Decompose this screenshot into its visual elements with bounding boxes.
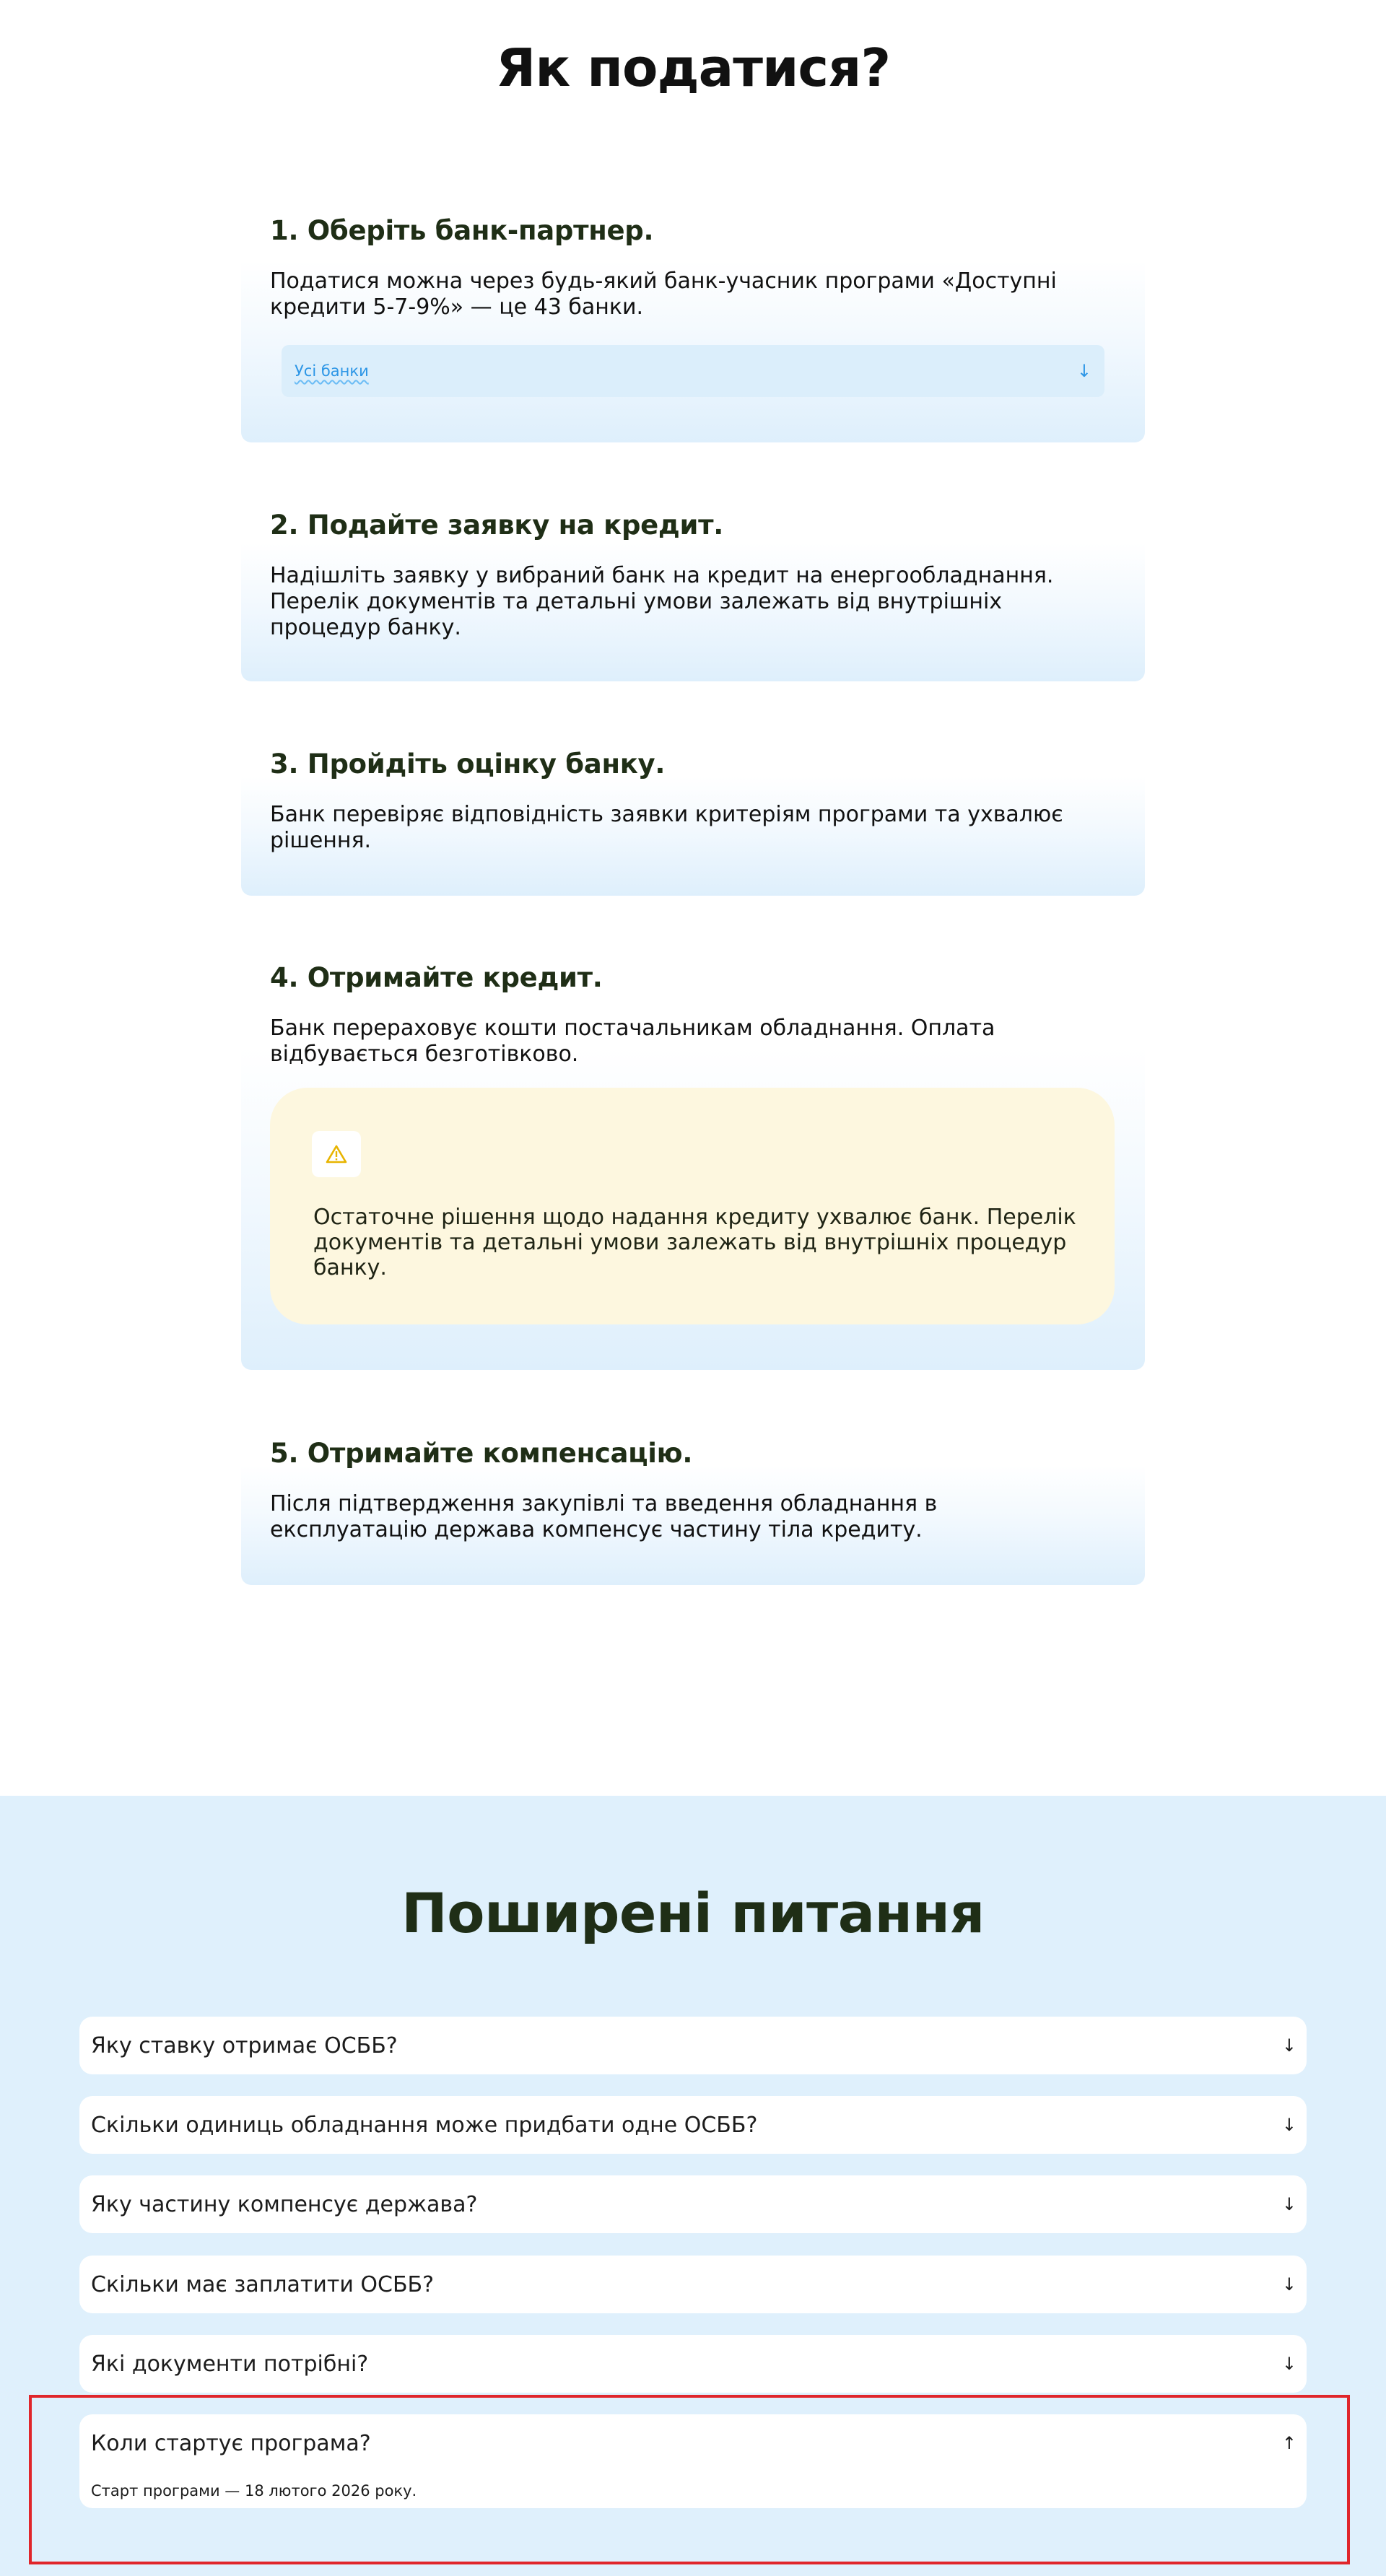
step-card-2 [241,504,1145,681]
faq-section [0,1796,1386,2576]
step-title: 1. Оберіть банк-партнер. [270,215,654,246]
faq-item[interactable] [79,2256,1307,2313]
warning-text: Остаточне рішення щодо надання кредиту ухвалює банк. Перелік документів та детальні умови залежать від внутрішніх процедур банку. [313,1205,1076,1280]
step-title: 5. Отримайте компенсацію. [270,1438,693,1469]
faq-question: Які документи потрібні? [91,2351,369,2377]
faq-question: Яку частину компенсує держава? [91,2191,478,2217]
faq-item-expanded[interactable] [79,2414,1307,2508]
faq-question: Скільки має заплатити ОСББ? [91,2271,435,2297]
faq-item[interactable] [79,2175,1307,2233]
warning-triangle-icon [326,1145,347,1163]
faq-item[interactable] [79,2335,1307,2393]
faq-answer: Старт програми — 18 лютого 2026 року. [91,2482,417,2499]
warning-icon-container [312,1131,361,1177]
faq-question: Коли стартує програма? [91,2430,371,2456]
chevron-down-icon: ↓ [1281,2115,1296,2135]
chevron-down-icon: ↓ [1281,2274,1296,2295]
step-card-5 [241,1432,1145,1585]
step-description: Банк перевіряє відповідність заявки критеріям програми та ухвалює рішення. [270,802,1063,853]
warning-notice [270,1088,1115,1324]
step-description: Після підтвердження закупівлі та введення обладнання в експлуатацію держава компенсує частину тіла кредиту. [270,1491,938,1542]
how-to-apply-title: Як податися? [495,38,891,98]
faq-question: Яку ставку отримає ОСББ? [91,2033,398,2058]
step-title: 3. Пройдіть оцінку банку. [270,748,666,780]
step-description: Банк перераховує кошти постачальникам обладнання. Оплата відбувається безготівково. [270,1016,995,1067]
step-card-4 [241,956,1145,1370]
all-banks-dropdown[interactable] [282,345,1104,397]
chevron-down-icon: ↓ [1281,2354,1296,2374]
faq-item[interactable] [79,2096,1307,2154]
step-title: 2. Подайте заявку на кредит. [270,510,724,541]
faq-question: Скільки одиниць обладнання може придбати одне ОСББ? [91,2112,758,2138]
step-description: Податися можна через будь-який банк-учасник програми «Доступні кредити 5-7-9%» — це 43 банки. [270,268,1057,320]
step-card-1 [241,209,1145,442]
step-description: Надішліть заявку у вибраний банк на кредит на енергообладнання. Перелік документів та детальні умови залежать від внутрішніх процедур банку. [270,563,1054,640]
faq-item[interactable] [79,2017,1307,2074]
chevron-down-icon: ↓ [1281,2035,1296,2056]
step-title: 4. Отримайте кредит. [270,962,603,993]
chevron-down-icon: ↓ [1281,2194,1296,2214]
all-banks-link[interactable]: Усі банки [295,362,369,380]
chevron-up-icon: ↑ [1281,2433,1296,2453]
step-card-3 [241,743,1145,896]
faq-title: Поширені питання [401,1881,985,1945]
arrow-down-icon: ↓ [1076,361,1091,381]
